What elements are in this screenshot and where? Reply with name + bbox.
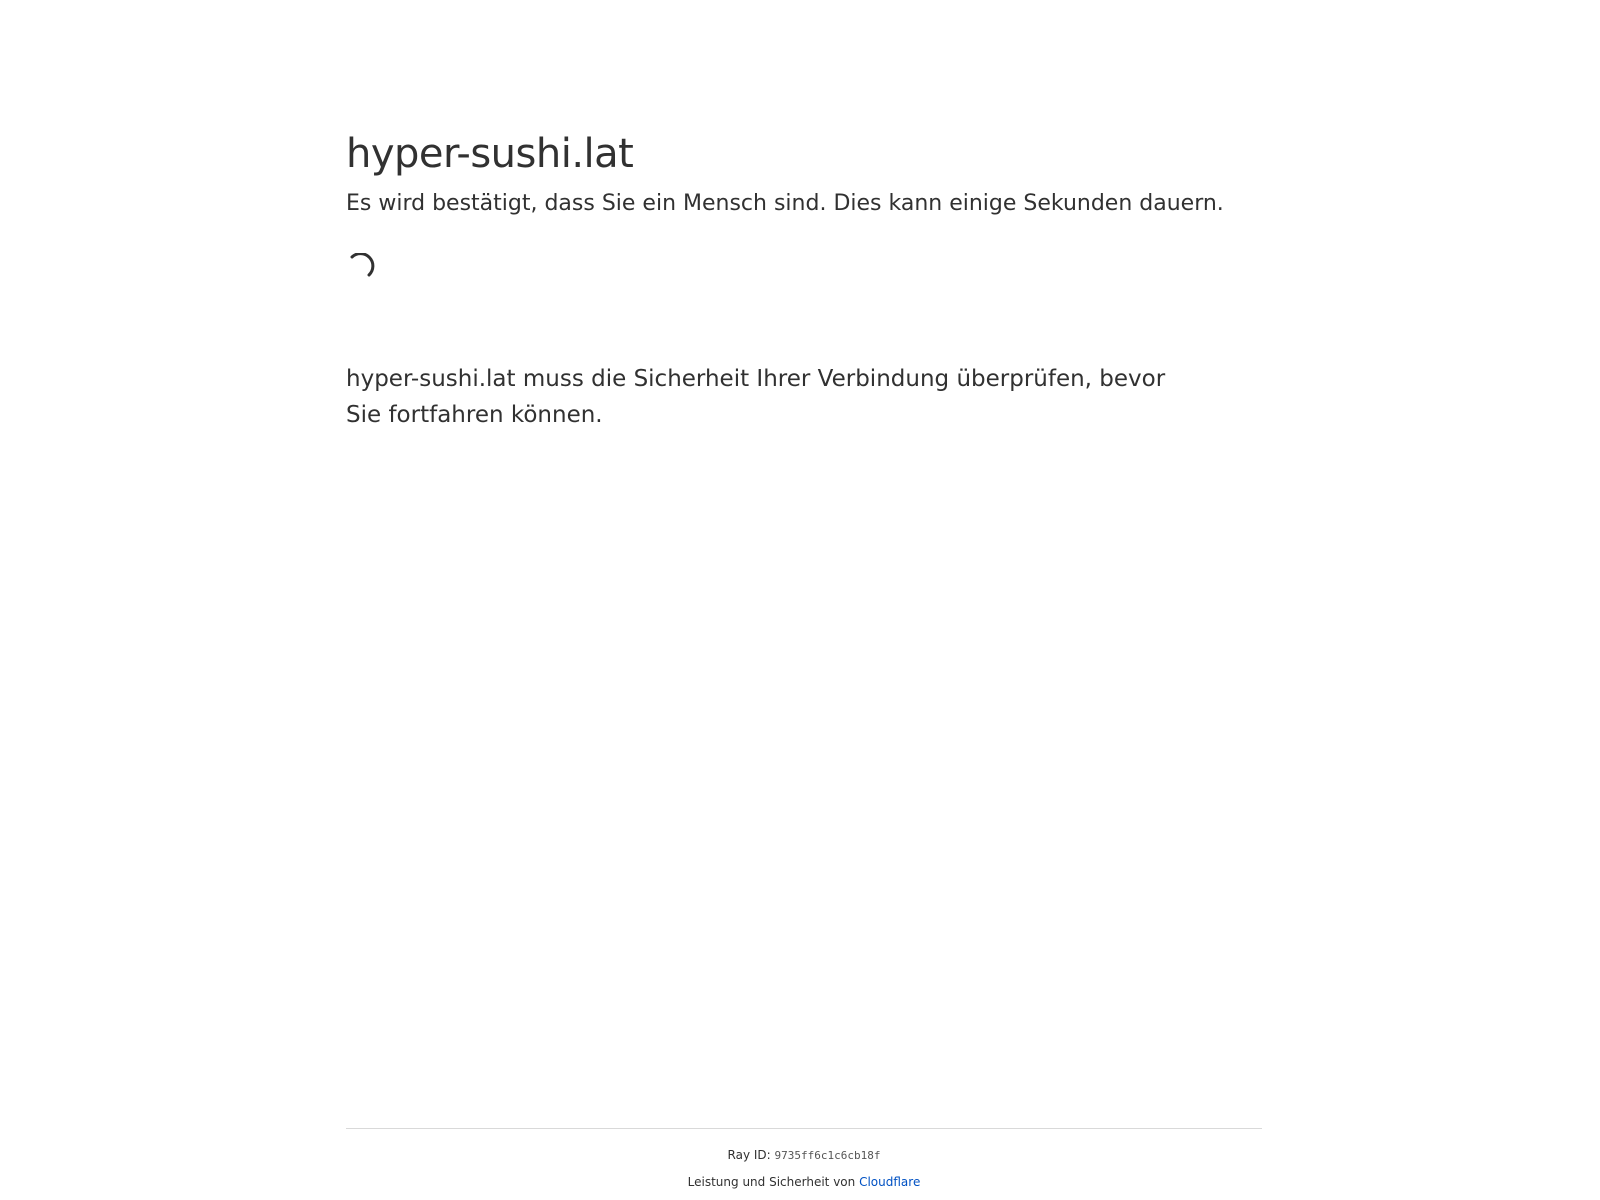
performance-text: Leistung und Sicherheit von — [687, 1175, 856, 1189]
security-check-message: hyper-sushi.lat muss die Sicherheit Ihrer Verbindung überprüfen, bevor Sie fortfahren können. — [346, 365, 1166, 428]
ray-id-value: 9735ff6c1c6cb18f — [774, 1149, 881, 1162]
ray-id-line — [346, 1147, 1262, 1164]
ray-id-label: Ray ID: — [727, 1148, 771, 1162]
cloudflare-link[interactable]: Cloudflare — [859, 1175, 921, 1189]
site-title: hyper-sushi.lat — [346, 131, 634, 177]
performance-line — [346, 1174, 1262, 1190]
footer — [346, 1128, 1262, 1190]
main-content — [346, 130, 1246, 433]
loading-spinner-icon — [346, 253, 372, 279]
verification-subtitle: Es wird bestätigt, dass Sie ein Mensch sind. Dies kann einige Sekunden dauern. — [346, 191, 1224, 216]
